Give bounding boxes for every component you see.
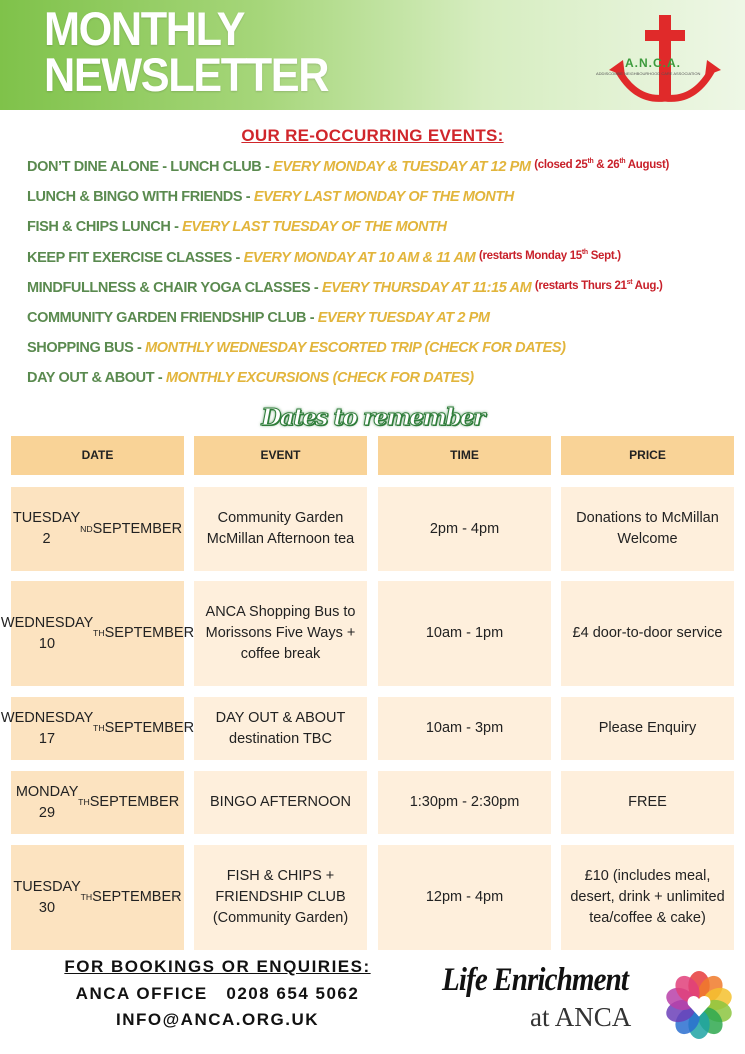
event-note: (restarts Thurs 21st Aug.) bbox=[534, 278, 663, 292]
events-heading: OUR RE-OCCURRING EVENTS: bbox=[241, 126, 504, 145]
brand-script: Life Enrichment bbox=[442, 962, 629, 998]
table-cell-time: 10am - 1pm bbox=[378, 581, 551, 686]
table-cell-date: TUESDAY 2 ND SEPTEMBER bbox=[11, 487, 184, 571]
event-item bbox=[27, 189, 514, 205]
event-name: DAY OUT & ABOUT - bbox=[27, 370, 166, 387]
event-item bbox=[27, 159, 669, 175]
event-item bbox=[27, 280, 663, 296]
event-item bbox=[27, 340, 566, 356]
event-schedule: MONTHLY EXCURSIONS (CHECK FOR DATES) bbox=[165, 370, 474, 387]
table-cell-event: DAY OUT & ABOUT destination TBC bbox=[194, 697, 367, 760]
dates-heading: Dates to remember bbox=[261, 404, 484, 431]
event-name: COMMUNITY GARDEN FRIENDSHIP CLUB - bbox=[27, 310, 318, 326]
table-header-price: PRICE bbox=[561, 436, 734, 475]
table-cell-event: FISH & CHIPS + FRIENDSHIP CLUB (Community Garden) bbox=[194, 845, 367, 950]
table-cell-price: £4 door-to-door service bbox=[561, 581, 734, 686]
heart-flower-logo-icon bbox=[665, 970, 733, 1040]
event-item bbox=[27, 310, 490, 326]
table-cell-date: WEDNESDAY 10 TH SEPTEMBER bbox=[11, 581, 184, 686]
table-cell-event: Community Garden McMillan Afternoon tea bbox=[194, 487, 367, 571]
event-schedule: EVERY MONDAY & TUESDAY AT 12 PM bbox=[273, 159, 531, 175]
table-header-time: TIME bbox=[378, 436, 551, 475]
title-line-1: MONTHLY bbox=[44, 2, 245, 55]
event-item bbox=[27, 219, 447, 235]
event-name: MINDFULLNESS & CHAIR YOGA CLASSES - bbox=[27, 279, 322, 296]
logo-text: A.N.C.A. bbox=[625, 56, 681, 70]
logo-subtitle: ADDISCOMBE NEIGHBOURHOOD CARE ASSOCIATION bbox=[596, 71, 701, 76]
event-schedule: EVERY LAST MONDAY OF THE MONTH bbox=[253, 189, 514, 206]
event-schedule: MONTHLY WEDNESDAY ESCORTED TRIP (CHECK FOR DATES) bbox=[145, 340, 566, 357]
event-name: KEEP FIT EXERCISE CLASSES - bbox=[27, 249, 244, 266]
table-cell-time: 2pm - 4pm bbox=[378, 487, 551, 571]
table-cell-time: 10am - 3pm bbox=[378, 697, 551, 760]
table-cell-date: MONDAY 29 TH SEPTEMBER bbox=[11, 771, 184, 834]
event-name: LUNCH & BINGO WITH FRIENDS - bbox=[27, 189, 254, 206]
table-cell-time: 12pm - 4pm bbox=[378, 845, 551, 950]
office-phone: ANCA OFFICE 0208 654 5062 bbox=[75, 984, 360, 1003]
event-item bbox=[27, 250, 621, 266]
event-schedule: EVERY THURSDAY AT 11:15 AM bbox=[321, 279, 532, 296]
table-header-date: DATE bbox=[11, 436, 184, 475]
table-cell-event: ANCA Shopping Bus to Morissons Five Ways + coffee break bbox=[194, 581, 367, 686]
table-cell-date: WEDNESDAY 17 TH SEPTEMBER bbox=[11, 697, 184, 760]
email[interactable]: INFO@ANCA.ORG.UK bbox=[115, 1010, 319, 1029]
table-cell-date: TUESDAY 30 TH SEPTEMBER bbox=[11, 845, 184, 950]
event-name: SHOPPING BUS - bbox=[27, 340, 146, 357]
event-schedule: EVERY LAST TUESDAY OF THE MONTH bbox=[182, 219, 447, 236]
event-note: (restarts Monday 15th Sept.) bbox=[478, 248, 621, 262]
table-cell-price: Please Enquiry bbox=[561, 697, 734, 760]
table-header-event: EVENT bbox=[194, 436, 367, 475]
header-banner bbox=[0, 0, 745, 110]
event-item bbox=[27, 370, 474, 386]
brand-sub: at ANCA bbox=[530, 1002, 632, 1032]
event-name: DON’T DINE ALONE - LUNCH CLUB - bbox=[27, 159, 274, 175]
event-note: (closed 25th & 26th August) bbox=[534, 158, 670, 171]
bookings-heading: FOR BOOKINGS OR ENQUIRIES: bbox=[64, 957, 371, 976]
newsletter-title bbox=[44, 2, 329, 101]
table-cell-price: £10 (includes meal, desert, drink + unlimited tea/coffee & cake) bbox=[561, 845, 734, 950]
table-cell-event: BINGO AFTERNOON bbox=[194, 771, 367, 834]
event-name: FISH & CHIPS LUNCH - bbox=[27, 219, 183, 236]
table-cell-time: 1:30pm - 2:30pm bbox=[378, 771, 551, 834]
title-line-2: NEWSLETTER bbox=[44, 48, 329, 101]
table-cell-price: Donations to McMillan Welcome bbox=[561, 487, 734, 571]
event-schedule: EVERY MONDAY AT 10 AM & 11 AM bbox=[243, 249, 476, 266]
table-cell-price: FREE bbox=[561, 771, 734, 834]
event-schedule: EVERY TUESDAY AT 2 PM bbox=[317, 310, 490, 326]
